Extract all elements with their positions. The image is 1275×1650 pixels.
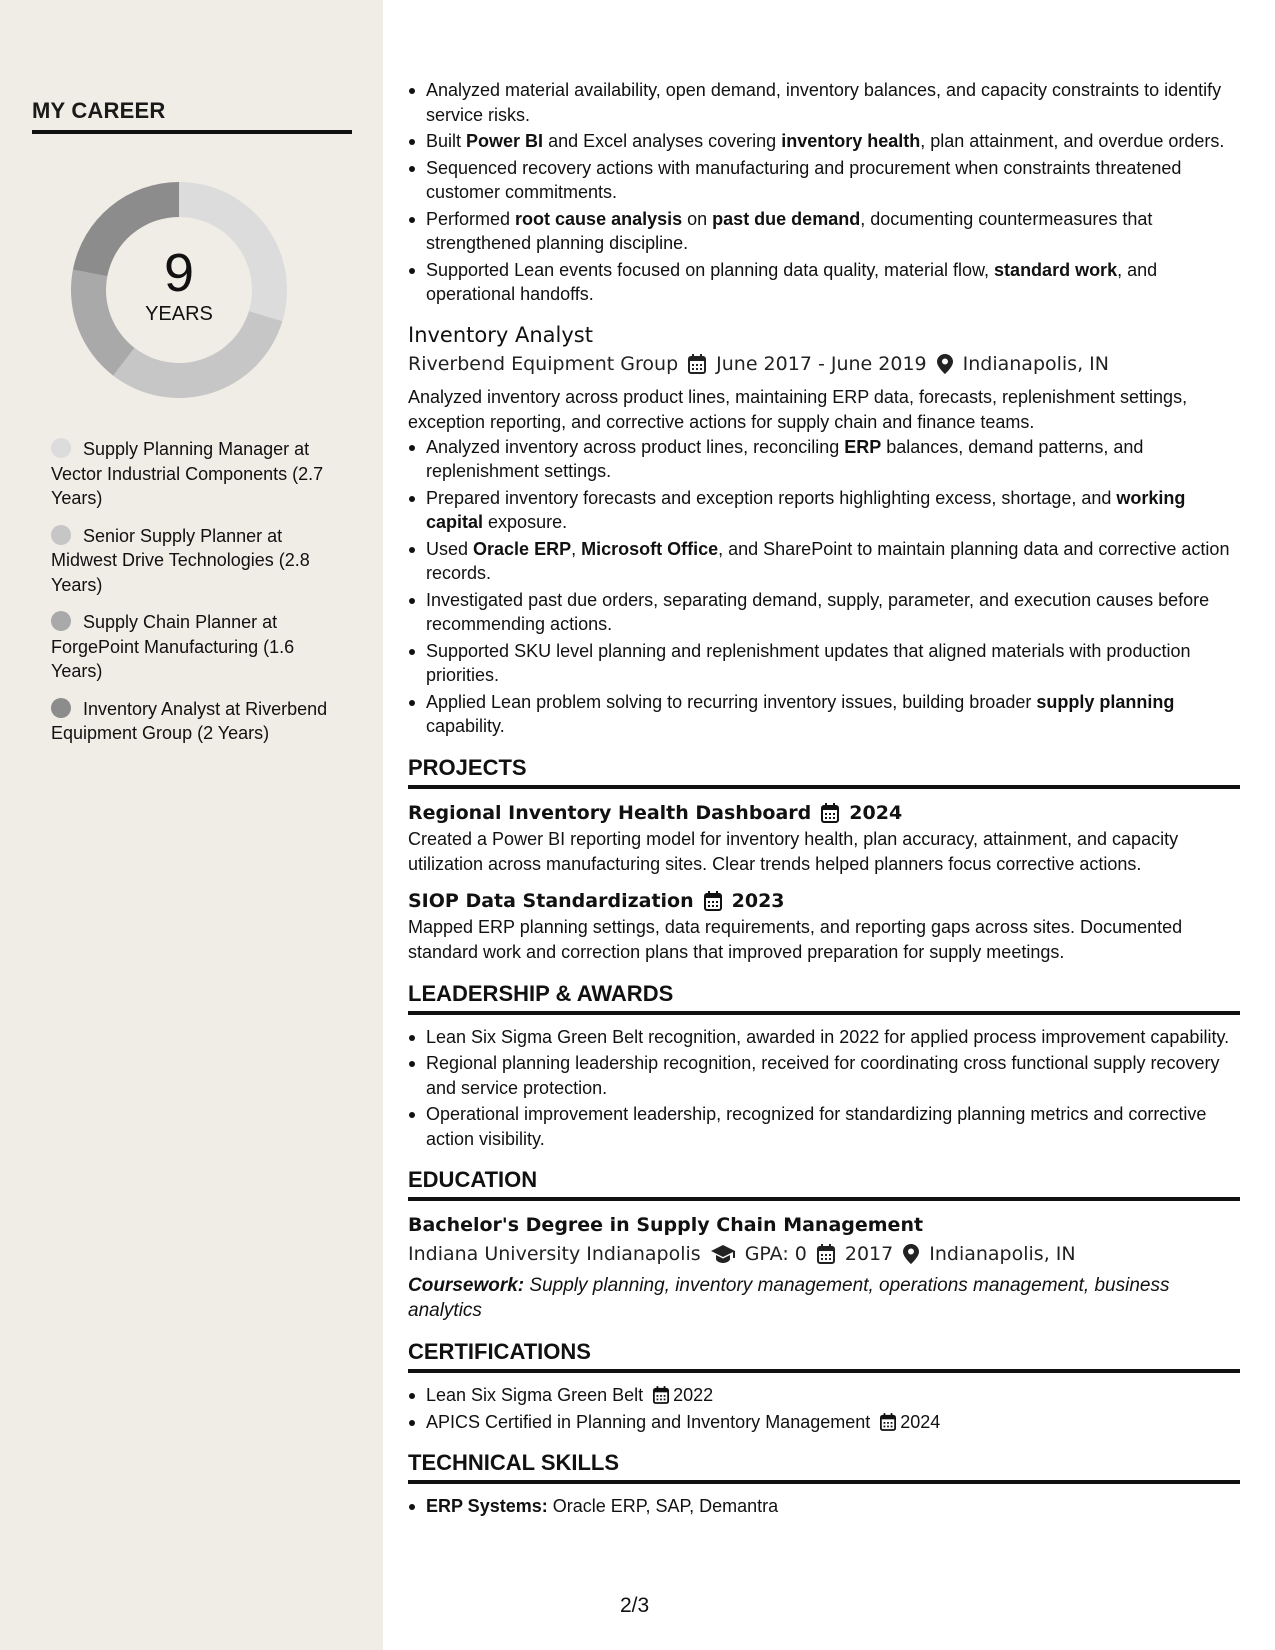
career-heading: MY CAREER	[32, 98, 352, 134]
bullet-text: ,	[571, 538, 582, 559]
legend-item	[51, 697, 341, 746]
skills-list	[408, 1494, 1240, 1519]
calendar-icon	[704, 891, 722, 911]
graduation-year: 2017	[844, 1243, 894, 1265]
bullet-item	[408, 690, 1240, 739]
bullet-text: Sequenced recovery actions with manufacturing and procurement when constraints threatened customer commitments.	[426, 157, 1182, 202]
legend-dot	[51, 698, 71, 718]
job-summary: Analyzed inventory across product lines, maintaining ERP data, forecasts, replenishment settings, exception reporting, and corrective actions for supply chain and finance teams.	[408, 386, 1188, 432]
bullet-text: Investigated past due orders, separating demand, supply, parameter, and execution causes before recommending actions.	[426, 589, 1210, 634]
skills-heading: TECHNICAL SKILLS	[408, 1448, 1240, 1484]
certification-item	[408, 1410, 1240, 1435]
job-meta	[408, 349, 1240, 379]
bullet-item	[408, 207, 1240, 256]
bullet-text: on	[682, 208, 713, 229]
bullet-bold: Power BI	[466, 131, 544, 151]
bullet-bold: standard work	[994, 259, 1118, 280]
project-year: 2023	[731, 889, 785, 912]
calendar-icon	[880, 1413, 896, 1431]
map-pin-icon	[937, 354, 953, 374]
bullet-text: , documenting countermeasures that strengthened planning discipline.	[426, 208, 1153, 253]
bullet-text: balances, demand patterns, and replenishment settings.	[426, 436, 1144, 481]
job-company: Riverbend Equipment Group	[408, 352, 679, 375]
bullet-item	[408, 639, 1240, 688]
job-bullets	[408, 435, 1240, 739]
bullet-item	[408, 78, 1240, 127]
coursework-text: Supply planning, inventory management, operations management, business analytics	[408, 1275, 1170, 1321]
awards-list	[408, 1025, 1240, 1152]
project-description: Created a Power BI reporting model for inventory health, plan accuracy, attainment, and capacity utilization across manufacturing sites. Clear trends helped planners focus corrective actions.	[408, 828, 1179, 874]
calendar-icon	[821, 803, 839, 823]
bullet-bold: inventory health	[781, 131, 921, 151]
award-item: Operational improvement leadership, recognized for standardizing planning metrics and corrective action visibility.	[408, 1102, 1240, 1151]
education-location: Indianapolis, IN	[929, 1243, 1076, 1265]
page-number: 2/3	[620, 1594, 650, 1617]
bullet-bold: Oracle ERP	[473, 538, 572, 559]
legend-label: Supply Planning Manager at Vector Industrial Components (2.7 Years)	[51, 439, 324, 508]
sidebar	[0, 0, 383, 1650]
certification-year: 2024	[900, 1411, 941, 1432]
legend-item	[51, 437, 341, 511]
bullet-text: Applied Lean problem solving to recurring inventory issues, building broader	[426, 691, 1037, 712]
previous-job-bullets	[408, 78, 1240, 307]
bullet-item	[408, 156, 1240, 205]
legend-item	[51, 610, 341, 684]
bullet-text: and Excel analyses covering	[543, 131, 782, 151]
job-dates: June 2017 - June 2019	[716, 352, 927, 375]
legend-item	[51, 524, 341, 598]
graduation-cap-icon	[711, 1245, 735, 1263]
award-item: Regional planning leadership recognition, received for coordinating cross functional supply recovery and service protection.	[408, 1051, 1240, 1100]
awards-heading: LEADERSHIP & AWARDS	[408, 979, 1240, 1015]
bullet-text: Prepared inventory forecasts and exception reports highlighting excess, shortage, and	[426, 487, 1117, 508]
bullet-text: , and operational handoffs.	[426, 259, 1158, 304]
calendar-icon	[653, 1386, 669, 1404]
donut-center	[64, 175, 294, 405]
certification-name: APICS Certified in Planning and Inventory Management	[426, 1411, 871, 1432]
bullet-bold: root cause analysis	[515, 208, 683, 229]
certification-year: 2022	[673, 1385, 714, 1405]
education-heading: EDUCATION	[408, 1165, 1240, 1201]
legend-dot	[51, 438, 71, 458]
legend-label: Senior Supply Planner at Midwest Drive Technologies (2.8 Years)	[51, 525, 310, 595]
skill-item	[408, 1494, 1240, 1519]
school-name: Indiana University Indianapolis	[408, 1243, 701, 1265]
award-item: Lean Six Sigma Green Belt recognition, awarded in 2022 for applied process improvement capability.	[408, 1025, 1240, 1050]
education-meta	[408, 1239, 1240, 1269]
skill-value: Oracle ERP, SAP, Demantra	[547, 1496, 779, 1516]
bullet-item	[408, 537, 1240, 586]
project-title	[408, 799, 1240, 827]
certification-item	[408, 1383, 1240, 1408]
bullet-text: Built	[426, 131, 467, 151]
calendar-icon	[688, 354, 706, 374]
bullet-item	[408, 129, 1240, 154]
bullet-item	[408, 486, 1240, 535]
main-content	[408, 78, 1240, 1521]
legend-dot	[51, 525, 71, 545]
job-title: Inventory Analyst	[408, 322, 593, 347]
project-name: SIOP Data Standardization	[408, 889, 694, 912]
bullet-item	[408, 258, 1240, 307]
bullet-text: Supported SKU level planning and replenishment updates that aligned materials with production priorities.	[426, 640, 1191, 685]
bullet-text: Supported Lean events focused on planning data quality, material flow,	[426, 259, 995, 280]
project-name: Regional Inventory Health Dashboard	[408, 801, 812, 824]
bullet-bold: supply planning	[1036, 691, 1175, 712]
bullet-text: exposure.	[483, 512, 568, 532]
legend-label: Inventory Analyst at Riverbend Equipment Group (2 Years)	[51, 698, 328, 743]
bullet-item	[408, 588, 1240, 637]
job-location: Indianapolis, IN	[962, 352, 1109, 375]
bullet-text: Analyzed inventory across product lines, reconciling	[426, 436, 845, 457]
certifications-heading: CERTIFICATIONS	[408, 1337, 1240, 1373]
bullet-text: Analyzed material availability, open demand, inventory balances, and capacity constraints to identify service risks.	[426, 80, 1222, 125]
legend-label: Supply Chain Planner at ForgePoint Manufacturing (1.6 Years)	[51, 612, 295, 681]
calendar-icon	[817, 1244, 835, 1264]
total-years-number: 9	[163, 242, 195, 303]
bullet-text: , plan attainment, and overdue orders.	[920, 131, 1225, 151]
career-legend	[51, 437, 341, 759]
projects-heading: PROJECTS	[408, 753, 1240, 789]
total-years-unit: YEARS	[145, 302, 213, 325]
gpa: GPA: 0	[744, 1243, 807, 1265]
project-description: Mapped ERP planning settings, data requirements, and reporting gaps across sites. Documented standard work and correction plans that improved preparation for supply meetings.	[408, 916, 1183, 962]
degree-title: Bachelor's Degree in Supply Chain Management	[408, 1214, 924, 1236]
bullet-text: capability.	[426, 716, 505, 736]
bullet-bold: past due demand	[712, 208, 861, 229]
coursework	[408, 1273, 1240, 1323]
skill-label: ERP Systems:	[426, 1496, 548, 1516]
bullet-bold: working capital	[426, 487, 1186, 532]
coursework-label: Coursework:	[408, 1275, 525, 1296]
bullet-item	[408, 435, 1240, 484]
project-title	[408, 887, 1240, 915]
legend-dot	[51, 611, 71, 631]
bullet-text: Performed	[426, 208, 516, 229]
project-year: 2024	[849, 801, 903, 824]
bullet-bold: ERP	[844, 436, 882, 457]
map-pin-icon	[903, 1244, 919, 1264]
bullet-text: , and SharePoint to maintain planning data and corrective action records.	[426, 538, 1230, 583]
bullet-text: Used	[426, 538, 474, 559]
certification-name: Lean Six Sigma Green Belt	[426, 1385, 644, 1405]
bullet-bold: Microsoft Office	[581, 538, 719, 559]
certifications-list	[408, 1383, 1240, 1434]
